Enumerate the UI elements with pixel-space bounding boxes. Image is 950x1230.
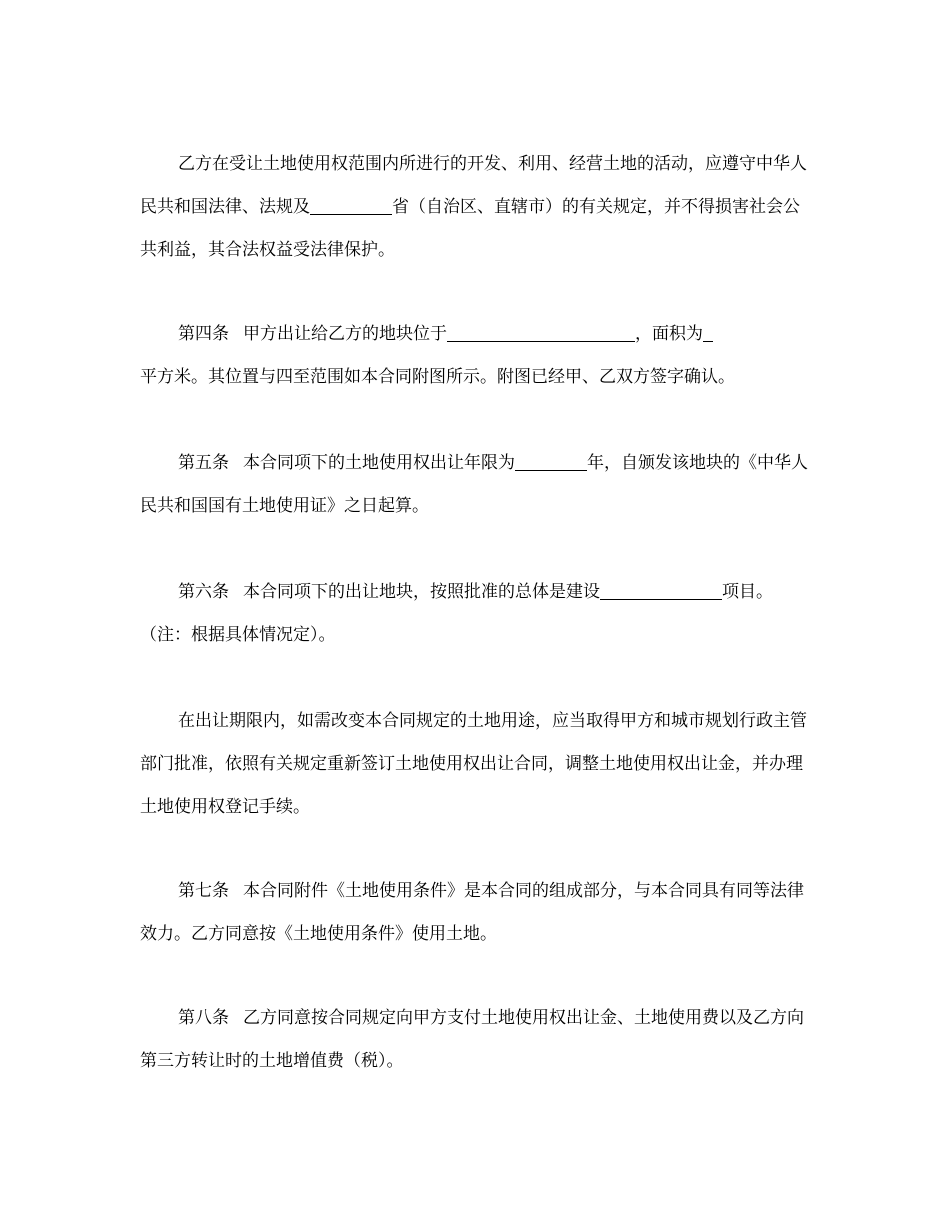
article-4-text-a: 甲方出让给乙方的地块位于 — [243, 324, 447, 344]
province-blank — [310, 197, 392, 215]
article-5 — [140, 442, 812, 528]
article-4-label: 第四条 — [178, 324, 229, 344]
area-blank — [703, 324, 713, 342]
article-7 — [140, 870, 812, 956]
article-7-text: 本合同附件《土地使用条件》是本合同的组成部分，与本合同具有同等法律效力。乙方同意按《土地使用条件》使用土地。 — [140, 881, 804, 944]
location-blank — [447, 324, 635, 342]
article-8-label: 第八条 — [178, 1008, 229, 1028]
article-6-text-b: 项目。（注：根据具体情况定）。 — [140, 582, 773, 645]
compliance-text-a: 乙方在受让土地使用权范围内所进行的开发、利用、经营土地的活动，应遵守中华人民共和国法律、法规及 — [140, 154, 807, 217]
paragraph-land-use-change — [140, 700, 812, 829]
article-6-label: 第六条 — [178, 582, 229, 602]
article-6 — [140, 571, 812, 657]
article-4-text-b: ，面积为 — [635, 324, 703, 344]
project-blank — [600, 582, 722, 600]
article-8-text: 乙方同意按合同规定向甲方支付土地使用权出让金、土地使用费以及乙方向第三方转让时的土地增值费（税）。 — [140, 1008, 804, 1071]
article-5-text-a: 本合同项下的土地使用权出让年限为 — [243, 453, 515, 473]
land-use-change-text: 在出让期限内，如需改变本合同规定的土地用途，应当取得甲方和城市规划行政主管部门批准，依照有关规定重新签订土地使用权出让合同，调整土地使用权出让金，并办理土地使用权登记手续。 — [140, 711, 807, 817]
article-4-text-c: 平方米。其位置与四至范围如本合同附图所示。附图已经甲、乙双方签字确认。 — [140, 367, 735, 387]
article-7-label: 第七条 — [178, 881, 229, 901]
article-5-text-b: 年，自颁发该地块的《中华人民共和国国有土地使用证》之日起算。 — [140, 453, 808, 516]
article-5-label: 第五条 — [178, 453, 229, 473]
compliance-text-b: 省（自治区、直辖市）的有关规定，并不得损害社会公共利益，其合法权益受法律保护。 — [140, 197, 800, 260]
article-8 — [140, 997, 812, 1083]
article-6-text-a: 本合同项下的出让地块，按照批准的总体是建设 — [243, 582, 600, 602]
paragraph-compliance — [140, 143, 812, 272]
article-4 — [140, 313, 812, 399]
years-blank — [515, 453, 587, 471]
